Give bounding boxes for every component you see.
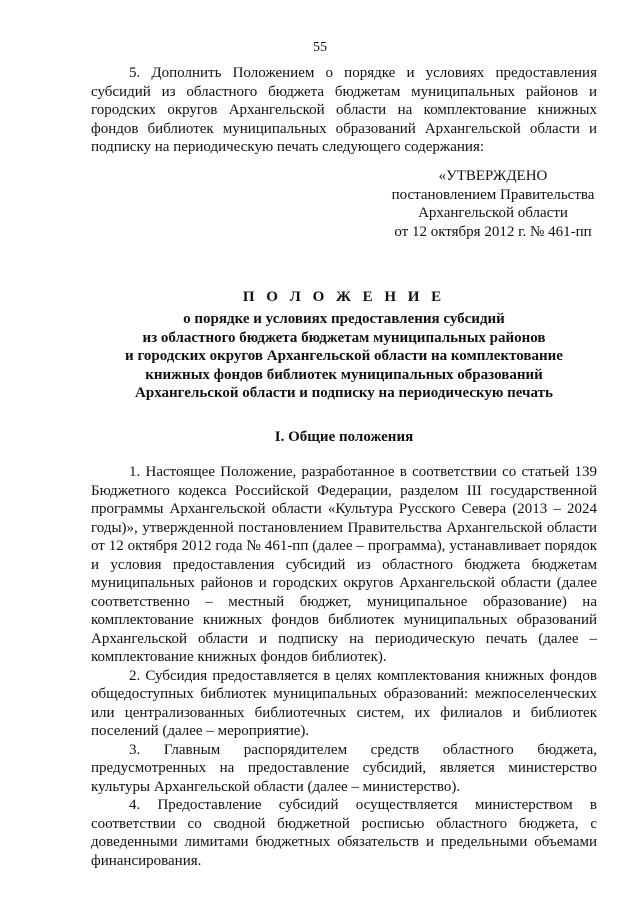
approval-stamp [380,167,606,241]
paragraph: 4. Предоставление субсидий осуществляется министерством в соответствии со сводной бюджетной росписью областного бюджета, с доведенными лимитами бюджетных обязательств и предельными объемами финансирования. [91,797,597,869]
intro-paragraph: 5. Дополнить Положением о порядке и условиях предоставления субсидий из областного бюджета бюджетам муниципальных районов и городских округов Архангельской области на комплектование книжных фондов библиотек муниципальных образований Архангельской области и подписку на периодическую печать следующего содержания: [91,65,597,155]
paragraph: 2. Субсидия предоставляется в целях комплектования книжных фондов общедоступных библиотек муниципальных образований: межпоселенческих или централизованных библиотечных систем, их филиалов и библиотек поселений (далее – мероприятие). [91,667,597,739]
subtitle-line: Архангельской области и подписку на периодическую печать [135,385,553,401]
approval-line: «УТВЕРЖДЕНО [438,168,548,184]
document-title: П О Л О Ж Е Н И Е [242,289,446,305]
document-subtitle [91,310,597,403]
section-heading: I. Общие положения [274,429,414,445]
paragraph: 3. Главным распорядителем средств областного бюджета, предусмотренных на предоставление субсидий, является министерство культуры Архангельской области (далее – министерство). [91,741,597,795]
body-text [91,463,597,870]
approval-line: Архангельской области [418,205,568,221]
paragraph: 1. Настоящее Положение, разработанное в соответствии со статьей 139 Бюджетного кодекса Российской Федерации, разделом III государственной программы Архангельской области «Культура Русского Севера (2013 – 2024 годы)», утвержденной постановлением Правительства Архангельской области от 12 октября 2012 года № 461-пп (далее – программа), устанавливает порядок и условия предоставления субсидий из областного бюджета бюджетам муниципальных районов и городских округов Архангельской области (далее соответственно – местный бюджет, муниципальное образование) на комплектование книжных фондов библиотек муниципальных образований Архангельской области и подписку на периодическую печать (далее – комплектование книжных фондов библиотек). [91,464,597,665]
approval-line: постановлением Правительства [391,186,595,203]
intro-block [91,64,597,157]
subtitle-line: книжных фондов библиотек муниципальных образований [145,366,543,383]
approval-line: от 12 октября 2012 г. № 461-пп [394,223,592,240]
page-number: 55 [313,40,327,55]
subtitle-line: из областного бюджета бюджетам муниципальных районов [142,329,546,346]
subtitle-line: о порядке и условиях предоставления субсидий [183,311,505,327]
subtitle-line: и городских округов Архангельской области на комплектование [125,348,563,364]
